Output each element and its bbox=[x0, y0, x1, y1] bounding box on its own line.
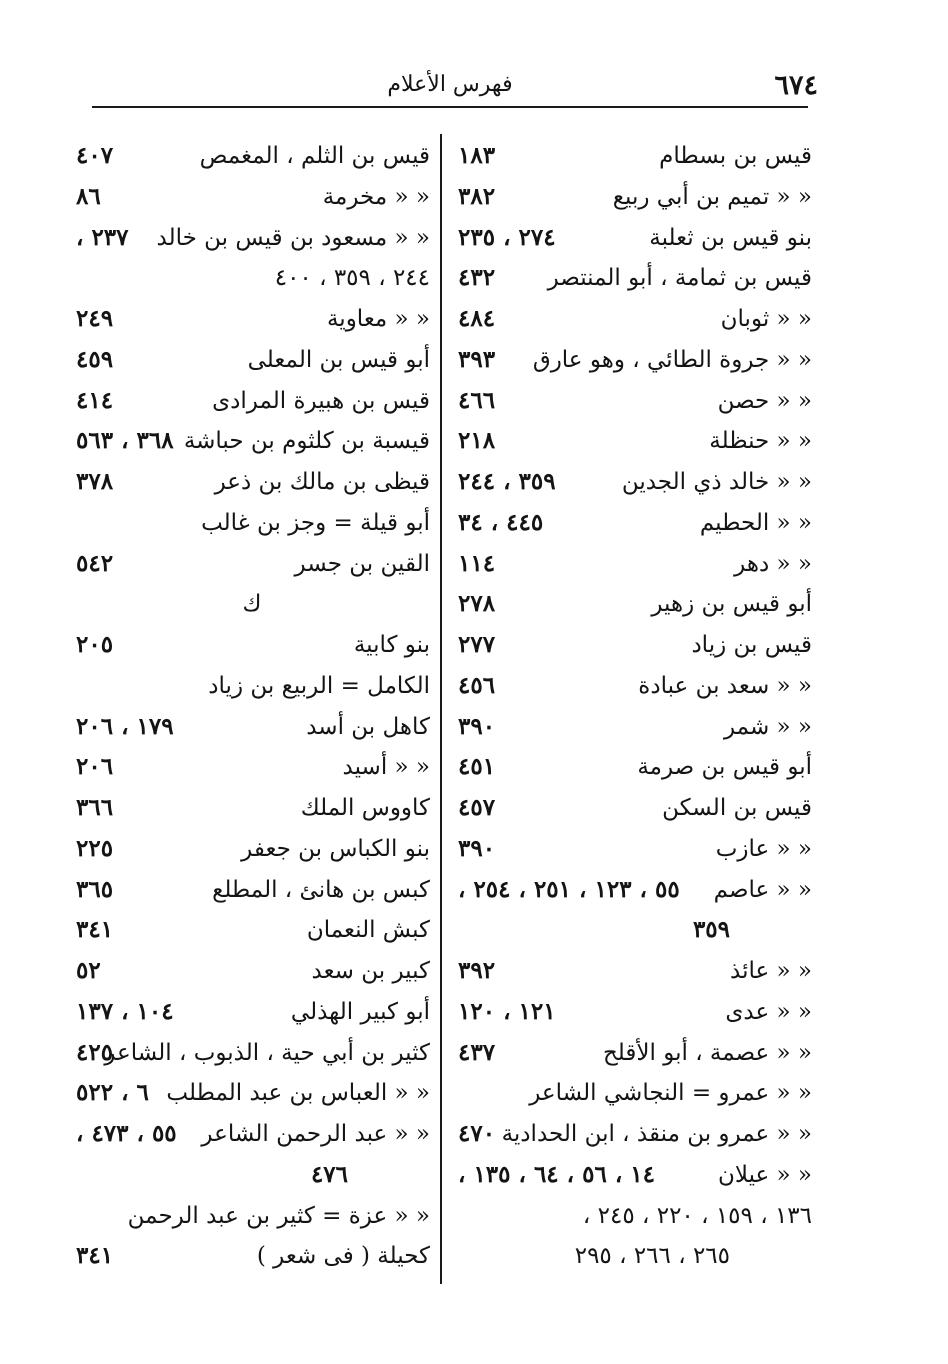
index-entry bbox=[448, 829, 820, 870]
entry-pages: ٣٩٣ bbox=[458, 345, 496, 373]
entry-name: « « مسعود بن قيس بن خالد bbox=[156, 224, 430, 251]
entry-pages: ٣٦٥ bbox=[76, 875, 114, 903]
entry-pages: ٢٢٥ bbox=[76, 834, 114, 862]
entry-pages: ١٨٣ bbox=[458, 142, 496, 169]
entry-name: « « جروة الطائي ، وهو عارق bbox=[532, 346, 812, 373]
entry-name: « « عزة = كثير بن عبد الرحمن bbox=[127, 1202, 430, 1229]
entry-pages: ٤٥٩ bbox=[76, 345, 114, 373]
header-rule bbox=[92, 106, 808, 108]
entry-name: ١٣٦ ، ١٥٩ ، ٢٢٠ ، ٢٤٥ ، bbox=[582, 1202, 812, 1229]
entry-pages: ٤١٤ bbox=[76, 386, 114, 414]
index-entry bbox=[448, 910, 820, 951]
index-entry bbox=[66, 788, 438, 829]
entry-name: « « شمر bbox=[723, 713, 812, 740]
entry-pages: ٢٧٧ bbox=[458, 631, 496, 658]
index-entry bbox=[66, 381, 438, 422]
index-entry bbox=[448, 788, 820, 829]
index-entry bbox=[66, 1033, 438, 1074]
index-entry bbox=[66, 910, 438, 951]
index-entry bbox=[448, 503, 820, 544]
entry-pages: ٥٢ bbox=[76, 957, 101, 984]
index-entry bbox=[66, 462, 438, 503]
entry-name: « « عبد الرحمن الشاعر bbox=[201, 1121, 430, 1147]
index-entry bbox=[66, 829, 438, 870]
index-entry bbox=[448, 218, 820, 259]
entry-name: « « الحطيم bbox=[699, 509, 812, 536]
index-entry bbox=[448, 1236, 820, 1277]
entry-pages: ٥٤٢ bbox=[76, 549, 114, 577]
entry-name: كبس بن هانئ ، المطلع bbox=[212, 876, 430, 903]
index-entry bbox=[66, 136, 438, 177]
index-entry bbox=[448, 1155, 820, 1196]
entry-pages: ٣٥٩ ، ٢٤٤ bbox=[458, 468, 556, 495]
entry-name: كحيلة ( فى شعر ) bbox=[256, 1243, 430, 1270]
entry-pages: ٣٧٨ bbox=[76, 468, 114, 495]
right-column bbox=[448, 136, 820, 1277]
entry-name: كبش النعمان bbox=[306, 917, 430, 944]
entry-name: أبو قيس بن المعلى bbox=[247, 346, 430, 373]
index-entry bbox=[66, 299, 438, 340]
entry-pages: ١١٤ bbox=[458, 549, 496, 577]
entry-name: « « خالد ذي الجدين bbox=[621, 469, 812, 495]
page-title: فهرس الأعلام bbox=[387, 72, 513, 97]
entry-pages: ٢٠٦ bbox=[76, 753, 114, 781]
index-entry bbox=[448, 951, 820, 992]
index-entry bbox=[448, 462, 820, 503]
index-entry bbox=[448, 1033, 820, 1074]
entry-pages: ٤٠٧ bbox=[76, 142, 114, 169]
entry-pages: ٤٧٦ bbox=[310, 1160, 348, 1188]
entry-name: قيس بن هبيرة المرادى bbox=[212, 387, 430, 414]
entry-name: أبو قيلة = وجز بن غالب bbox=[201, 509, 430, 536]
entry-pages: ٤٦٦ bbox=[458, 386, 496, 414]
index-entry bbox=[448, 258, 820, 299]
entry-pages: ٤٥٦ bbox=[458, 671, 496, 699]
entry-pages: ٢١٨ bbox=[458, 427, 496, 455]
index-entry bbox=[66, 544, 438, 585]
left-column bbox=[66, 136, 438, 1277]
entry-pages: ٣٩٠ bbox=[458, 712, 496, 740]
index-entry bbox=[66, 992, 438, 1033]
entry-pages: ٤٥١ bbox=[458, 753, 496, 781]
entry-name: « « عمرو بن منقذ ، ابن الحدادية bbox=[501, 1121, 812, 1147]
entry-name: أبو قيس بن صرمة bbox=[637, 754, 812, 781]
entry-name: « « عازب bbox=[715, 835, 812, 862]
index-entry bbox=[66, 747, 438, 788]
entry-name: قيس بن بسطام bbox=[659, 143, 812, 169]
entry-pages: ٣٦٨ ، ٥٦٣ bbox=[76, 427, 174, 455]
index-entry bbox=[448, 381, 820, 422]
entry-name: « « العباس بن عبد المطلب bbox=[166, 1080, 430, 1107]
index-entry bbox=[66, 340, 438, 381]
index-entry bbox=[448, 421, 820, 462]
index-entry bbox=[448, 625, 820, 666]
index-entry bbox=[448, 1073, 820, 1114]
entry-pages: ٣٨٢ bbox=[458, 182, 496, 210]
entry-name: بنو كابية bbox=[353, 632, 430, 658]
index-entry bbox=[448, 747, 820, 788]
index-entry bbox=[66, 421, 438, 462]
index-entry bbox=[66, 584, 438, 625]
index-entry bbox=[66, 1073, 438, 1114]
index-entry bbox=[448, 177, 820, 218]
entry-pages: ٣٥٩ bbox=[692, 916, 730, 944]
entry-pages: ٤٢٥ bbox=[76, 1038, 114, 1066]
entry-name: قيس بن السكن bbox=[662, 795, 812, 821]
entry-pages: ٣٦٦ bbox=[76, 794, 114, 821]
entry-pages: ٥٥ ، ١٢٣ ، ٢٥١ ، ٢٥٤ ، bbox=[458, 875, 680, 903]
entry-name: قيس بن ثمامة ، أبو المنتصر bbox=[547, 265, 812, 292]
index-entry bbox=[66, 1114, 438, 1155]
entry-name: « « أسيد bbox=[342, 754, 430, 781]
index-entry bbox=[448, 584, 820, 625]
entry-name: « « معاوية bbox=[326, 306, 430, 332]
entry-pages: ٤٤٥ ، ٣٤ bbox=[458, 508, 544, 536]
entry-name: كثير بن أبي حية ، الذبوب ، الشاعر bbox=[104, 1039, 430, 1066]
index-entry bbox=[448, 544, 820, 585]
entry-name: كاووس الملك bbox=[300, 795, 430, 821]
entry-name: قيس بن الثلم ، المغمص bbox=[199, 143, 430, 169]
entry-name: « « عيلان bbox=[717, 1161, 812, 1188]
entry-pages: ٤٨٤ bbox=[458, 305, 496, 332]
entry-pages: ١٤ ، ٥٦ ، ٦٤ ، ١٣٥ ، bbox=[458, 1160, 656, 1188]
entry-pages: ٢٣٧ ، bbox=[76, 223, 129, 251]
index-entry bbox=[66, 870, 438, 911]
entry-name: أبو كبير الهذلي bbox=[290, 998, 430, 1025]
entry-name: « « حصن bbox=[717, 387, 812, 414]
entry-name: « « عصمة ، أبو الأقلح bbox=[602, 1039, 812, 1066]
index-entry bbox=[448, 299, 820, 340]
entry-name: « « عدى bbox=[725, 998, 812, 1025]
index-entry bbox=[66, 625, 438, 666]
entry-pages: ٣٩٢ bbox=[458, 957, 496, 984]
page-number: ٦٧٤ bbox=[774, 70, 818, 101]
entry-name: ٢٤٤ ، ٣٥٩ ، ٤٠٠ bbox=[274, 265, 430, 292]
entry-pages: ١٧٩ ، ٢٠٦ bbox=[76, 712, 174, 740]
index-entry bbox=[448, 1114, 820, 1155]
index-entry bbox=[66, 258, 438, 299]
index-entry bbox=[66, 1196, 438, 1237]
entry-pages: ٨٦ bbox=[76, 182, 101, 210]
entry-pages: ٢٧٨ bbox=[458, 590, 496, 618]
entry-name: ك bbox=[242, 591, 262, 618]
entry-pages: ٤٣٢ bbox=[458, 264, 496, 292]
entry-pages: ٤٧٠ bbox=[458, 1120, 496, 1147]
entry-name: « « دهر bbox=[734, 550, 812, 577]
index-entry bbox=[448, 707, 820, 748]
index-entry bbox=[448, 136, 820, 177]
index-entry bbox=[66, 1155, 438, 1196]
entry-pages: ١٢١ ، ١٢٠ bbox=[458, 997, 556, 1025]
entry-name: « « عائذ bbox=[730, 958, 812, 984]
entry-pages: ٤٣٧ bbox=[458, 1038, 496, 1066]
entry-pages: ٤٥٧ bbox=[458, 794, 496, 821]
index-entry bbox=[66, 177, 438, 218]
index-entry bbox=[66, 1236, 438, 1277]
entry-name: « « حنظلة bbox=[709, 428, 812, 455]
index-entry bbox=[448, 992, 820, 1033]
index-entry bbox=[448, 870, 820, 911]
entry-pages: ١٠٤ ، ١٣٧ bbox=[76, 997, 174, 1025]
entry-name: الكامل = الربيع بن زياد bbox=[208, 672, 430, 699]
entry-name: القين بن جسر bbox=[294, 550, 430, 577]
entry-pages: ٢٤٩ bbox=[76, 305, 114, 332]
entry-pages: ٥٥ ، ٤٧٣ ، bbox=[76, 1120, 177, 1147]
index-entry bbox=[448, 340, 820, 381]
entry-name: « « تميم بن أبي ربيع bbox=[612, 183, 812, 210]
entry-pages: ٣٩٠ bbox=[458, 834, 496, 862]
index-entry bbox=[66, 218, 438, 259]
entry-name: « « مخرمة bbox=[322, 183, 430, 210]
entry-pages: ٦ ، ٥٢٢ bbox=[76, 1079, 149, 1107]
entry-name: كبير بن سعد bbox=[311, 958, 430, 984]
entry-name: قيظى بن مالك بن ذعر bbox=[214, 469, 430, 495]
index-entry bbox=[66, 666, 438, 707]
index-entry bbox=[448, 666, 820, 707]
index-entry bbox=[66, 503, 438, 544]
column-divider bbox=[440, 134, 442, 1284]
entry-name: « « عاصم bbox=[713, 876, 812, 903]
entry-pages: ٣٤١ bbox=[76, 1242, 114, 1270]
entry-pages: ٢٠٥ bbox=[76, 631, 114, 658]
entry-name: « « سعد بن عبادة bbox=[638, 672, 812, 699]
entry-name: ٢٦٥ ، ٢٦٦ ، ٢٩٥ bbox=[574, 1243, 730, 1270]
entry-name: « « ثوبان bbox=[720, 306, 812, 332]
entry-name: بنو قيس بن ثعلبة bbox=[649, 224, 812, 251]
entry-name: قيس بن زياد bbox=[691, 632, 812, 658]
entry-name: قيسبة بن كلثوم بن حباشة bbox=[183, 428, 430, 455]
entry-name: أبو قيس بن زهير bbox=[651, 591, 812, 618]
entry-pages: ٢٧٤ ، ٢٣٥ bbox=[458, 223, 556, 251]
index-entry bbox=[66, 951, 438, 992]
entry-name: « « عمرو = النجاشي الشاعر bbox=[529, 1080, 812, 1107]
entry-pages: ٣٤١ bbox=[76, 916, 114, 944]
entry-name: كاهل بن أسد bbox=[306, 713, 430, 740]
index-entry bbox=[448, 1196, 820, 1237]
entry-name: بنو الكباس بن جعفر bbox=[241, 835, 430, 862]
index-entry bbox=[66, 707, 438, 748]
